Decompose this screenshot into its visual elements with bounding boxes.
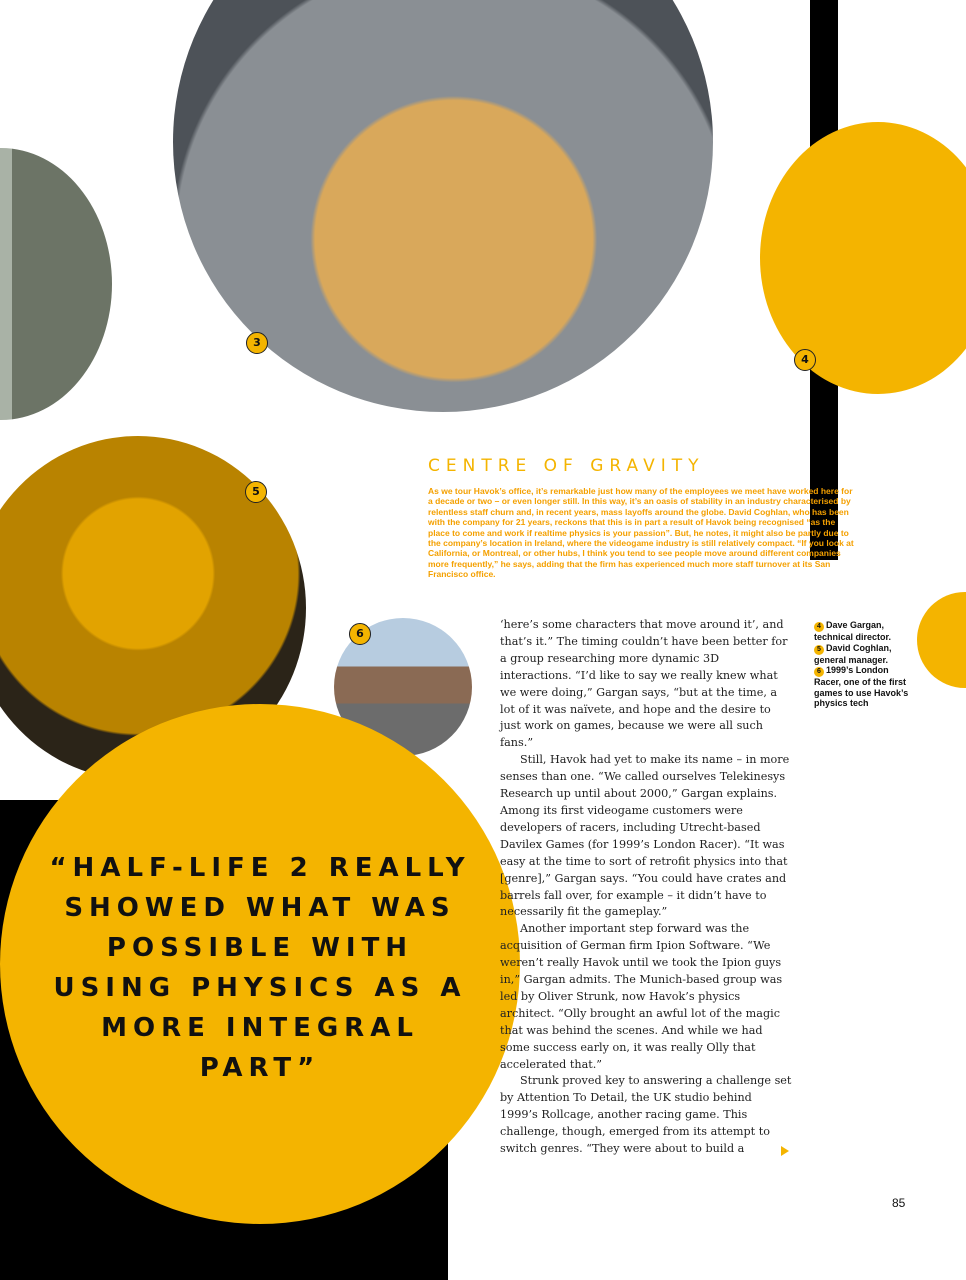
body-paragraph-2: Still, Havok had yet to make its name – in more senses than one. “We called ourselves Telekinesys Research up until about 2000,” Gargan explains. Among its first videogame customers were developers of racers, including Utrecht-based Davilex Games (for 1999’s London Racer). “It was easy at the time to sort of retrofit physics into that [genre],” Gargan says. “You could have crates and barrels fall over, for example – it didn’t have to necessarily fit the gameplay.”: [500, 753, 790, 919]
badge-5: 5: [245, 481, 267, 503]
decorative-circle: [917, 592, 966, 688]
badge-3: 3: [246, 332, 268, 354]
photo-office: [0, 148, 112, 420]
section-intro: As we tour Havok’s office, it’s remarkable just how many of the employees we meet have worked here for a decade or two – or even longer still. In this way, it’s an oasis of stability in an industry characterised by relentless staff churn and, in recent years, mass layoffs around the globe. David Coghlan, who has been with the company for 21 years, reckons that this is in part a result of Havok being recognised “as the place to come and work if realtime physics is your passion”. But, he notes, it might also be partly due to the company’s location in Ireland, where the videogame industry is still relatively compact. “If you look at California, or Montreal, or other hubs, I think you tend to see people move around different companies more frequently,” he says, adding that the firm has experienced much more staff turnover at its San Francisco office.: [428, 486, 854, 580]
badge-4: 4: [794, 349, 816, 371]
body-column: [500, 617, 792, 1158]
caption-6: 6 1999’s London Racer, one of the first games to use Havok’s physics tech: [814, 665, 909, 708]
body-paragraph-1: ‘here’s some characters that move around it’, and that’s it.” The timing couldn’t have been better for a group researching more dynamic 3D interactions. “I’d like to say we really knew what we were doing,” Gargan says, “but at the time, a lot of it was naïvete, and hope and the desire to just work on games, because we were all such fans.”: [500, 618, 788, 750]
caption-5: 5 David Coghlan, general manager.: [814, 642, 892, 665]
body-paragraph-4: Strunk proved key to answering a challenge set by Attention To Detail, the UK studio behind 1999’s Rollcage, another racing game. This challenge, though, emerged from its attempt to switch genres. “They were about to build a: [500, 1074, 792, 1156]
photo-captions: [814, 620, 914, 709]
continue-arrow-icon: [781, 1146, 789, 1156]
badge-6: 6: [349, 623, 371, 645]
caption-4: 4 Dave Gargan, technical director.: [814, 620, 892, 642]
section-title: CENTRE OF GRAVITY: [428, 456, 705, 476]
body-paragraph-3: Another important step forward was the acquisition of German firm Ipion Software. “We weren’t really Havok until we took the Ipion guys in,” Gargan admits. The Munich-based group was led by Oliver Strunk, now Havok’s physics architect. “Olly brought an awful lot of the magic that was behind the scenes. And while we had some success early on, it was really Olly that accelerated that.”: [500, 922, 783, 1071]
photo-dave-gargan: [760, 122, 966, 394]
pull-quote: “HALF-LIFE 2 REALLY SHOWED WHAT WAS POSSIBLE WITH USING PHYSICS AS A MORE INTEGRAL PART”: [49, 853, 471, 1083]
page-number: 85: [892, 1196, 906, 1210]
